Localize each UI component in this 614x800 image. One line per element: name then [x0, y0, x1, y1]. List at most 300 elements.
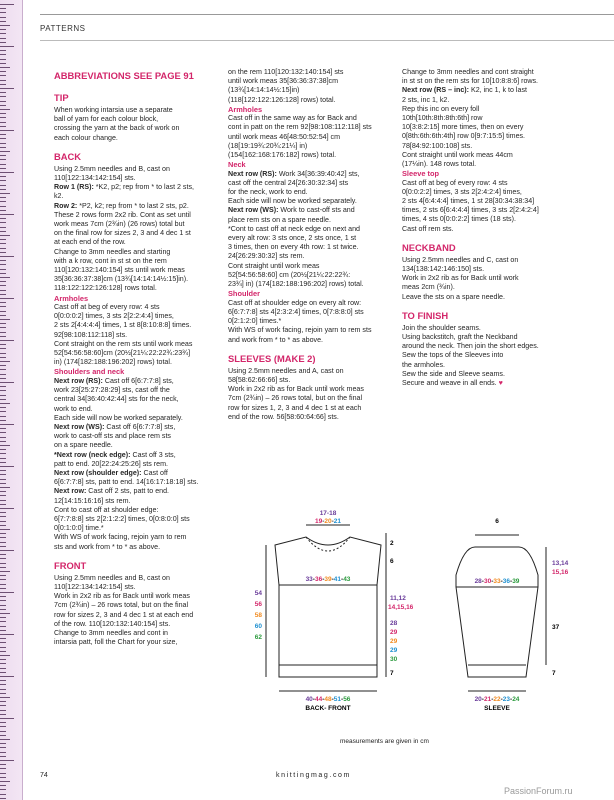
ruler-tick: [0, 516, 6, 517]
text-line: When working intarsia use a separate: [54, 106, 173, 114]
text-line: central 34[36:40:42:44] sts for the neck,: [54, 395, 179, 404]
section-heading: TO FINISH: [402, 309, 449, 321]
ruler-tick: [0, 508, 14, 509]
side-total-measures: [255, 590, 263, 641]
ruler-tick: [0, 605, 6, 606]
size-measure: 28: [390, 620, 398, 627]
ruler-tick: [0, 529, 10, 530]
text-line: [54, 451, 230, 460]
shoulder-drop-measure: 6: [390, 558, 394, 565]
text-line: on a spare needle.: [54, 441, 113, 450]
ruler-tick: [0, 210, 6, 211]
text-run: Cast off: [141, 468, 168, 477]
text-line: [54, 469, 230, 478]
text-run: Work 34[36:39:40:42] sts,: [276, 169, 360, 178]
ruler-tick: [0, 567, 6, 568]
ruler-tick: [0, 441, 6, 442]
size-measure: 56: [254, 601, 262, 608]
text-run: Cast off 6[6:7:7:8] sts,: [104, 422, 176, 431]
text-line: Using 2.5mm needles and B, cast on: [54, 164, 170, 173]
text-line: 6[7:7:8:8] sts 2[2:1:2:2] times, 0[0:8:0:0] sts: [54, 514, 190, 523]
text-line: Change to 3mm needles and cont in: [54, 628, 168, 637]
text-line: at each end of the row.: [54, 238, 126, 247]
text-line: [402, 86, 592, 95]
ruler-tick: [0, 626, 6, 627]
ruler-tick: [0, 311, 6, 312]
ruler-tick: [0, 143, 6, 144]
text-line: 12[14:15:16:16] sts rem.: [54, 496, 131, 505]
spacer: [54, 143, 230, 149]
ruler-tick: [0, 38, 6, 39]
text-line: end of the row. 56[58:60:64:66] sts.: [228, 412, 339, 421]
ruler-tick: [0, 638, 6, 639]
spacer: [54, 84, 230, 90]
ruler-tick: [0, 735, 6, 736]
text-line: until work meas 35[36:36:37:38]cm: [228, 77, 339, 86]
bold-run: Next row (WS):: [54, 422, 105, 431]
text-line: sts and work from * to * as above.: [54, 542, 161, 551]
text-line: (118[122:122:126:128] rows) total.: [228, 95, 336, 104]
text-line: [54, 377, 230, 386]
ruler-tick: [0, 159, 6, 160]
ruler-tick: [0, 357, 6, 358]
ruler-tick: [0, 395, 6, 396]
ruler-tick: [0, 668, 6, 669]
ruler-tick: [0, 458, 6, 459]
text-line: Work in 2x2 rib as for Back until work meas: [54, 592, 190, 601]
sleeve-width-measure: 28-30-33-36-39: [474, 578, 520, 585]
text-line: 110[120:132:140:154] sts until work meas: [54, 266, 185, 275]
text-line: [54, 202, 230, 211]
ruler-tick: [0, 416, 6, 417]
text-line: Change to 3mm needles and cont straight: [402, 68, 534, 76]
ruler-tick: [0, 533, 6, 534]
section-heading: FRONT: [54, 559, 87, 571]
ruler-tick: [0, 672, 6, 673]
ruler-tick: [0, 243, 6, 244]
text-line: (13¾[14:14:14½:15]in): [228, 86, 300, 95]
ruler-tick: [0, 512, 6, 513]
ruler-tick: [0, 323, 6, 324]
ruler-tick: [0, 655, 10, 656]
section-heading: Armholes: [228, 104, 263, 114]
sleeve-cap2-measure: 15,16: [552, 569, 569, 576]
spacer: [228, 345, 398, 351]
chest-measure: 33-36-39-41-43: [305, 576, 351, 583]
ruler-tick: [0, 201, 6, 202]
ruler-tick: [0, 206, 6, 207]
text-run: Cast off 2 sts, patt to end.: [86, 487, 170, 496]
ruler-tick: [0, 521, 6, 522]
ruler-tick: [0, 252, 6, 253]
text-line: crossing the yarn at the back of work on: [54, 124, 180, 133]
text-line: Cast off in the same way as for Back and: [228, 114, 357, 123]
ruler-tick: [0, 453, 6, 454]
ruler-tick: [0, 130, 14, 131]
ruler-tick: [0, 122, 6, 123]
text-line: 78[84:92:100:108] sts.: [402, 141, 473, 150]
ruler-tick: [0, 386, 6, 387]
text-line: in) (174[182:188:196:202] rows) total.: [54, 358, 172, 367]
size-measure: 62: [254, 634, 262, 641]
text-line: [228, 170, 398, 179]
ruler-tick: [0, 88, 14, 89]
section-heading: NECKBAND: [402, 241, 456, 253]
text-line: 118:122:122:126:128] rows total.: [54, 284, 157, 293]
ruler-tick: [0, 96, 6, 97]
ruler-tick: [0, 449, 6, 450]
ruler-tick: [0, 743, 6, 744]
ruler-tick: [0, 46, 14, 47]
ruler-tick: [0, 332, 6, 333]
ruler-tick: [0, 504, 6, 505]
text-line: meas 2cm (¾in).: [402, 283, 455, 292]
ruler-tick: [0, 588, 6, 589]
ruler-tick: [0, 222, 6, 223]
text-line: Cast off at beg of every row: 4 sts: [402, 178, 508, 187]
ruler-tick: [0, 231, 6, 232]
section-label: PATTERNS: [40, 24, 86, 33]
ruler-tick: [0, 584, 6, 585]
ruler-tick: [0, 411, 6, 412]
ruler-tick: [0, 651, 6, 652]
ruler-tick: [0, 273, 6, 274]
ruler-tick: [0, 777, 6, 778]
ruler-tick: [0, 164, 6, 165]
text-line: every alt row: 3 sts once, 2 sts once, 1 st: [228, 234, 357, 243]
site-name: knittingmag.com: [276, 772, 351, 779]
section-heading: Shoulder: [228, 289, 261, 299]
size-measure: 29: [390, 638, 398, 645]
ruler-tick: [0, 747, 6, 748]
ruler-tick: [0, 17, 6, 18]
text-line: Work in 2x2 rib as for Back until work meas: [228, 385, 364, 394]
text-run: Cast off 3 sts,: [130, 450, 176, 459]
text-run: Cast off 6[6:7:7:8] sts,: [102, 376, 174, 385]
armhole-measure: 11,12: [390, 595, 406, 602]
text-line: patt to end. 20[22:24:25:26] sts rem.: [54, 459, 168, 468]
armhole2-measure: 14,15,16: [388, 604, 414, 611]
section-heading: Sleeve top: [402, 169, 439, 179]
ruler-tick: [0, 374, 6, 375]
text-line: row for sizes 1, 2, 3 and 4 dec 1 st at each: [228, 403, 362, 412]
text-line: 2 sts 4[6:4:4:4] times, 1 st 28[30:34:38:34]: [402, 197, 535, 206]
text-line: Using 2.5mm needles and A, cast on: [228, 366, 344, 375]
text-line: cast off the central 24[26:30:32:34] sts: [228, 178, 349, 187]
ruler-tick: [0, 525, 6, 526]
text-line: cont in patt on the rem 92[98:108:112:118] sts: [228, 123, 372, 132]
sleeve-cuff-measure: 20-21-22-23-24: [474, 696, 520, 703]
text-line: 6[6:7:7:8] sts, patt to end. 14[16:17:18:18] sts.: [54, 478, 199, 487]
ruler-tick: [0, 361, 10, 362]
ruler-tick: [0, 500, 6, 501]
ruler-tick: [0, 147, 6, 148]
text-line: With WS of work facing, rejoin yarn to rem: [54, 533, 187, 542]
ruler-tick: [0, 378, 6, 379]
ruler-tick: [0, 382, 14, 383]
sleeve-top-measure: 6: [495, 518, 499, 525]
ruler-tick: [0, 109, 10, 110]
text-line: [228, 206, 398, 215]
text-line: Sew the tops of the Sleeves into: [402, 351, 504, 360]
ruler-tick: [0, 462, 6, 463]
ruler-tick: [0, 571, 10, 572]
ruler-tick: [0, 113, 6, 114]
ruler-tick: [0, 80, 6, 81]
header-rule: [40, 14, 614, 15]
ruler-tick: [0, 600, 6, 601]
text-line: work meas 7cm (2¾in) (26 rows) total but: [54, 220, 185, 229]
ruler-tick: [0, 54, 6, 55]
text-line: Rep this inc on every foll: [402, 104, 480, 113]
ruler-tick: [0, 365, 6, 366]
ruler-tick: [0, 596, 6, 597]
ruler-tick: [0, 235, 10, 236]
sleeve-length-measure: 37: [552, 624, 560, 631]
ruler-tick: [0, 718, 14, 719]
text-line: Secure and weave in all ends. ♥: [402, 379, 503, 388]
ruler-tick: [0, 676, 14, 677]
ruler-tick: [0, 256, 14, 257]
ruler-tick: [0, 302, 6, 303]
ruler-tick: [0, 680, 6, 681]
text-line: on the rem 110[120:132:140:154] sts: [228, 68, 344, 76]
ruler-tick: [0, 218, 6, 219]
text-line: 2 sts, inc 1, k2.: [402, 95, 450, 104]
ruler-tick: [0, 756, 6, 757]
ruler-tick: [0, 344, 6, 345]
ruler-tick: [0, 789, 6, 790]
garment-diagram: [228, 505, 604, 741]
text-line: 0[8th:6th:6th:4th] row 0[9:7:15:5] times.: [402, 132, 526, 141]
size-measure: 54: [254, 590, 262, 597]
ruler-tick: [0, 319, 10, 320]
ruler-tick: [0, 630, 6, 631]
text-line: Cont straight until work meas: [228, 261, 320, 270]
sleeve-cap-measure: 13,14: [552, 560, 569, 567]
bold-run: Next row (WS):: [228, 206, 279, 215]
side-ruler: [0, 0, 23, 800]
text-run: K2, inc 1, k to last: [469, 86, 527, 95]
ruler-tick: [0, 4, 14, 5]
ruler-tick: [0, 647, 6, 648]
ruler-tick: [0, 101, 6, 102]
text-line: Join the shoulder seams.: [402, 323, 481, 332]
text-line: Cont to cast off at shoulder edge:: [54, 505, 159, 514]
body-outline: [275, 537, 381, 677]
ruler-tick: [0, 348, 6, 349]
sleeve-outline: [456, 547, 538, 677]
text-line: work to end.: [54, 404, 93, 413]
ruler-tick: [0, 294, 6, 295]
section-heading: Armholes: [54, 293, 89, 303]
ruler-tick: [0, 613, 10, 614]
text-line: 24[26:29:30:32] sts rem.: [228, 252, 305, 261]
ruler-tick: [0, 609, 6, 610]
ruler-tick: [0, 722, 6, 723]
ruler-tick: [0, 185, 6, 186]
ruler-tick: [0, 71, 6, 72]
text-line: 0[0:0:2:2] times, 3 sts 2[2:4:2:4] times,: [402, 187, 522, 196]
header-rule-bottom: [40, 40, 614, 41]
ruler-tick: [0, 138, 6, 139]
watermark: PassionForum.ru: [504, 786, 573, 796]
ruler-tick: [0, 542, 6, 543]
ruler-tick: [0, 306, 6, 307]
ruler-tick: [0, 84, 6, 85]
size-measure: 60: [254, 623, 262, 630]
heart-icon: ♥: [496, 379, 503, 388]
ruler-tick: [0, 634, 14, 635]
text-line: Using 2.5mm needles and C, cast on: [402, 255, 519, 264]
sleeve-diagram: [456, 535, 546, 691]
bold-run: Row 2:: [54, 201, 78, 210]
front-neck-line: [306, 537, 350, 551]
ruler-tick: [0, 67, 10, 68]
ruler-tick: [0, 642, 6, 643]
text-run: *K2, p2; rep from * to last 2 sts,: [93, 183, 194, 192]
ruler-tick: [0, 726, 6, 727]
ruler-tick: [0, 340, 14, 341]
section-heading: SLEEVES (MAKE 2): [228, 352, 316, 364]
text-line: row for sizes 2, 3 and 4 dec 1 st at each end: [54, 610, 194, 619]
ruler-tick: [0, 59, 6, 60]
section-heading: Shoulders and neck: [54, 367, 125, 377]
sleeve-caption: SLEEVE: [484, 705, 510, 712]
ruler-tick: [0, 227, 6, 228]
ruler-tick: [0, 785, 6, 786]
bold-run: Next row (RS – inc):: [402, 86, 470, 95]
text-line: 110[122:134:142:154] sts.: [54, 582, 136, 591]
ruler-tick: [0, 151, 10, 152]
ruler-tick: [0, 33, 6, 34]
text-line: on the final row for sizes 2, 3 and 4 dec 1 st: [54, 229, 191, 238]
ruler-tick: [0, 705, 6, 706]
ruler-tick: [0, 399, 6, 400]
text-line: times, 4 sts 0[0:0:2:2] times (18 sts).: [402, 215, 516, 224]
ruler-tick: [0, 760, 14, 761]
ruler-tick: [0, 710, 6, 711]
ruler-tick: [0, 537, 6, 538]
ruler-tick: [0, 353, 6, 354]
bold-run: Next row:: [54, 487, 87, 496]
text-line: 0[0:0:0:2] times, 3 sts 2[2:2:4:4] times,: [54, 312, 174, 321]
ruler-tick: [0, 260, 6, 261]
ruler-tick: [0, 92, 6, 93]
ruler-tick: [0, 407, 6, 408]
ruler-tick: [0, 445, 10, 446]
text-line: (18[19:19¾:20¾:21¼] in): [228, 141, 308, 150]
neck-top-measure: 17-18: [319, 510, 337, 517]
section-heading: ABBREVIATIONS SEE PAGE 91: [54, 70, 194, 81]
text-line: 35[36:36:37:38]cm (13¾[14:14:14½:15]in).: [54, 275, 189, 284]
text-line: With WS of work facing, rejoin yarn to rem sts: [228, 326, 372, 335]
ruler-tick: [0, 621, 6, 622]
text-line: intarsia patt, foll the Chart for your size,: [54, 638, 178, 647]
bold-run: Next row (RS):: [228, 169, 277, 178]
text-line: These 2 rows form 2x2 rib. Cont as set until: [54, 210, 191, 219]
ruler-tick: [0, 63, 6, 64]
ruler-tick: [0, 248, 6, 249]
bold-run: Next row (RS):: [54, 376, 103, 385]
text-line: Using 2.5mm needles and B, cast on: [54, 573, 170, 582]
text-line: 134[138:142:146:150] sts.: [402, 265, 485, 274]
ruler-tick: [0, 176, 6, 177]
ruler-tick: [0, 495, 6, 496]
ruler-tick: [0, 764, 6, 765]
ruler-tick: [0, 689, 6, 690]
text-line: Cast off at beg of every row: 4 sts: [54, 303, 160, 312]
size-measure: 29: [390, 629, 398, 636]
ruler-tick: [0, 554, 6, 555]
ruler-tick: [0, 731, 6, 732]
text-line: Cast off at shoulder edge on every alt row:: [228, 298, 362, 307]
ruler-tick: [0, 285, 6, 286]
text-line: k2.: [54, 192, 64, 201]
text-line: each colour change.: [54, 133, 118, 142]
ruler-tick: [0, 298, 14, 299]
ruler-tick: [0, 134, 6, 135]
ruler-tick: [0, 75, 6, 76]
text-line: until work meas 46[48:50:52:54] cm: [228, 132, 340, 141]
ruler-tick: [0, 189, 6, 190]
text-line: Each side will now be worked separately.: [54, 413, 183, 422]
column-3: [402, 68, 592, 388]
text-line: Using backstitch, graft the Neckband: [402, 333, 518, 342]
ruler-tick: [0, 546, 6, 547]
back-front-diagram: [266, 525, 386, 691]
ruler-tick: [0, 403, 10, 404]
text-line: and work from * to * as above.: [228, 335, 324, 344]
body-right-measures: [390, 620, 398, 663]
text-line: (154[162:168:176:182] rows) total.: [228, 151, 337, 160]
ruler-tick: [0, 126, 6, 127]
bold-run: Next row (shoulder edge):: [54, 468, 142, 477]
text-line: 7cm (2¾in) – 26 rows total, but on the final: [228, 394, 363, 403]
text-line: [54, 183, 230, 192]
bold-run: *Next row (neck edge):: [54, 450, 131, 459]
text-line: 52[54:56:58:60] cm (20½[21¼:22:22¾:: [228, 270, 351, 279]
ruler-tick: [0, 327, 6, 328]
ruler-tick: [0, 693, 6, 694]
ruler-tick: [0, 180, 6, 181]
ruler-tick: [0, 12, 6, 13]
ruler-tick: [0, 420, 6, 421]
ruler-tick: [0, 264, 6, 265]
text-line: 2 sts 2[4:4:4:4] times, 1 st 8[8:10:8:8] times.: [54, 321, 192, 330]
text-run: *P2, k2; rep from * to last 2 sts, p2.: [77, 201, 189, 210]
text-line: 10th[10th:8th:8th:6th] row: [402, 114, 483, 123]
text-line: in st st on the rem sts for 10[10:8:8:6] rows.: [402, 77, 539, 86]
sleeve-rib-measure: 7: [552, 670, 556, 677]
size-measure: 58: [254, 612, 262, 619]
text-line: [54, 423, 230, 432]
ruler-tick: [0, 491, 6, 492]
ruler-tick: [0, 424, 14, 425]
neck-depth-measure: 2: [390, 540, 394, 547]
ruler-tick: [0, 479, 6, 480]
ruler-tick: [0, 239, 6, 240]
ruler-tick: [0, 550, 14, 551]
text-line: 52[54:56:58:60]cm (20½[21¼:22:22¾:23¾]: [54, 349, 191, 358]
ruler-tick: [0, 437, 6, 438]
text-line: work to cast-off sts and place rem sts: [54, 432, 171, 441]
text-line: Cast off rem sts.: [402, 224, 454, 233]
text-line: Each side will now be worked separately.: [228, 197, 357, 206]
ruler-tick: [0, 197, 6, 198]
ruler-tick: [0, 768, 6, 769]
text-line: 0[2:1:2:0] times.*: [228, 317, 282, 326]
